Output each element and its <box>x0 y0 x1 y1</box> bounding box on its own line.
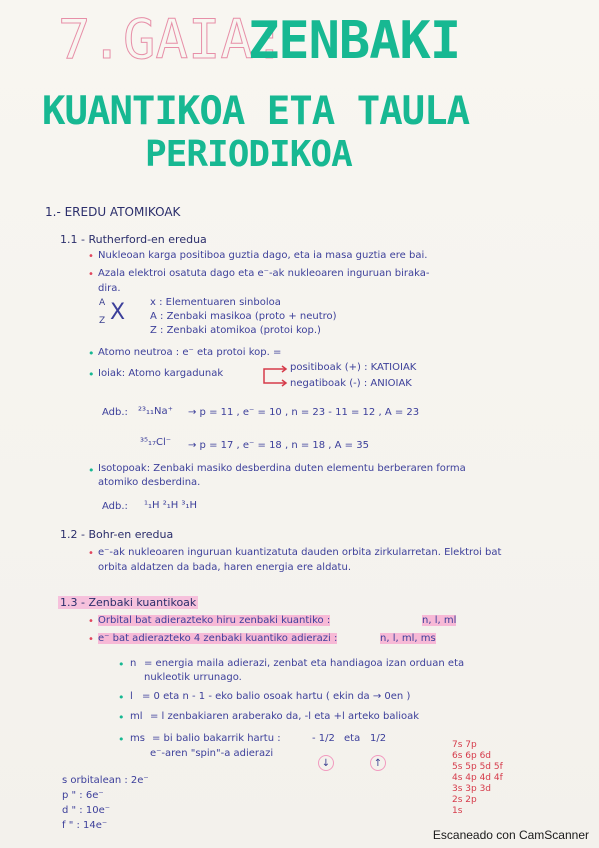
subsection-heading-bohr: 1.2 - Bohr-en eredua <box>60 528 174 541</box>
text-line: = bi balio bakarrik hartu : <box>152 733 281 744</box>
symbol-l: l <box>130 691 133 702</box>
text-line: n, l, ml <box>422 615 457 626</box>
text-line: nukleotik urrunago. <box>144 672 242 683</box>
diagram-row: 1s <box>452 806 463 816</box>
text-line: Orbital bat adierazteko hiru zenbaki kuantiko : <box>98 615 331 626</box>
bullet-icon: • <box>88 548 94 559</box>
orbital-d: d " : 10e⁻ <box>62 805 111 816</box>
text-line: eta <box>344 733 361 744</box>
text-line: → p = 17 , e⁻ = 18 , n = 18 , A = 35 <box>188 440 369 451</box>
bullet-icon: • <box>88 251 94 262</box>
diagram-row: 7s 7p <box>452 740 477 750</box>
text-line: → p = 11 , e⁻ = 10 , n = 23 - 11 = 12 , A = 23 <box>188 407 420 418</box>
text-line: e⁻ bat adierazteko 4 zenbaki kuantiko adierazi : <box>98 633 338 644</box>
text-line: Ioiak: Atomo kargadunak <box>98 368 224 379</box>
text-line: n, l, ml, ms <box>380 633 436 644</box>
text-line: positiboak (+) : KATIOIAK <box>290 362 417 373</box>
example-label: Adb.: <box>102 501 128 512</box>
title-number: 7.GAIA: <box>58 8 286 71</box>
spin-value-negative: - 1/2 <box>312 733 335 744</box>
orbital-s: s orbitalean : 2e⁻ <box>62 775 149 786</box>
diagram-row: 6s 6p 6d <box>452 751 492 761</box>
symbol-x: X <box>110 300 126 325</box>
bullet-icon: • <box>88 347 95 360</box>
example-label: Adb.: <box>102 407 128 418</box>
title-word: ZENBAKI <box>248 11 461 71</box>
symbol-n: n <box>130 658 137 669</box>
subsection-heading-quantum: 1.3 - Zenbaki kuantikoak <box>60 596 197 609</box>
definition-a: A : Zenbaki masikoa (proto + neutro) <box>150 311 337 322</box>
text-line: dira. <box>98 283 121 294</box>
text-line: = 0 eta n - 1 - eko balio osoak hartu ( ekin da → 0en ) <box>142 691 411 702</box>
orbital-f: f " : 14e⁻ <box>62 820 108 831</box>
text-line: Azala elektroi osatuta dago eta e⁻-ak nukleoaren inguruan biraka- <box>98 268 430 279</box>
title-line3: PERIODIKOA <box>145 134 352 175</box>
example-symbol: ²³₁₁Na⁺ <box>138 406 173 417</box>
text-line: Isotopoak: Zenbaki masiko desberdina duten elementu berberaren forma <box>98 463 466 474</box>
subsection-heading-rutherford: 1.1 - Rutherford-en eredua <box>60 233 207 246</box>
bullet-icon: • <box>88 269 94 280</box>
definition-z: Z : Zenbaki atomikoa (protoi kop.) <box>150 325 321 336</box>
symbol-a: A <box>99 298 106 308</box>
scanner-watermark: Escaneado con CamScanner <box>432 828 589 842</box>
bullet-icon: • <box>118 691 125 704</box>
bullet-icon: • <box>118 658 125 671</box>
title-line2: KUANTIKOA ETA TAULA <box>42 89 470 134</box>
text-line: Atomo neutroa : e⁻ eta protoi kop. = <box>98 347 282 358</box>
bullet-icon: • <box>88 634 94 645</box>
isotope-examples: ¹₁H ²₁H ³₁H <box>144 500 197 511</box>
spin-down-icon: ↓ <box>318 755 334 771</box>
text-line: negatiboak (-) : ANIOIAK <box>290 378 412 389</box>
text-line: Nukleoan karga positiboa guztia dago, eta ia masa guztia ere bai. <box>98 250 428 261</box>
bullet-icon: • <box>88 464 95 477</box>
bullet-icon: • <box>118 733 125 746</box>
orbital-p: p " : 6e⁻ <box>62 790 104 801</box>
section-heading: 1.- EREDU ATOMIKOAK <box>45 205 181 219</box>
aufbau-diagram <box>452 740 503 817</box>
text-line: e⁻-aren "spin"-a adierazi <box>150 748 274 759</box>
text-line: = l zenbakiaren araberako da, -l eta +l arteko balioak <box>150 711 420 722</box>
diagram-row: 3s 3p 3d <box>452 784 492 794</box>
symbol-z: Z <box>99 316 106 326</box>
spin-up-icon: ↑ <box>370 755 386 771</box>
bullet-icon: • <box>88 368 95 381</box>
diagram-row: 5s 5p 5d 5f <box>452 762 503 772</box>
text-line: = energia maila adierazi, zenbat eta handiagoa izan orduan eta <box>144 658 465 669</box>
branch-arrow-icon <box>262 364 288 388</box>
spin-value-positive: 1/2 <box>370 733 387 744</box>
definition-x: x : Elementuaren sinboloa <box>150 297 281 308</box>
text-line: orbita aldatzen da bada, haren energia ere aldatu. <box>98 562 351 573</box>
text-line: atomiko desberdina. <box>98 477 201 488</box>
example-symbol: ³⁵₁₇Cl⁻ <box>140 437 172 448</box>
symbol-ml: ml <box>130 711 143 722</box>
symbol-ms: ms <box>130 733 145 744</box>
bullet-icon: • <box>118 711 125 724</box>
diagram-row: 2s 2p <box>452 795 477 805</box>
bullet-icon: • <box>88 616 94 627</box>
diagram-row: 4s 4p 4d 4f <box>452 773 503 783</box>
text-line: e⁻-ak nukleoaren inguruan kuantizatuta dauden orbita zirkularretan. Elektroi bat <box>98 547 502 558</box>
